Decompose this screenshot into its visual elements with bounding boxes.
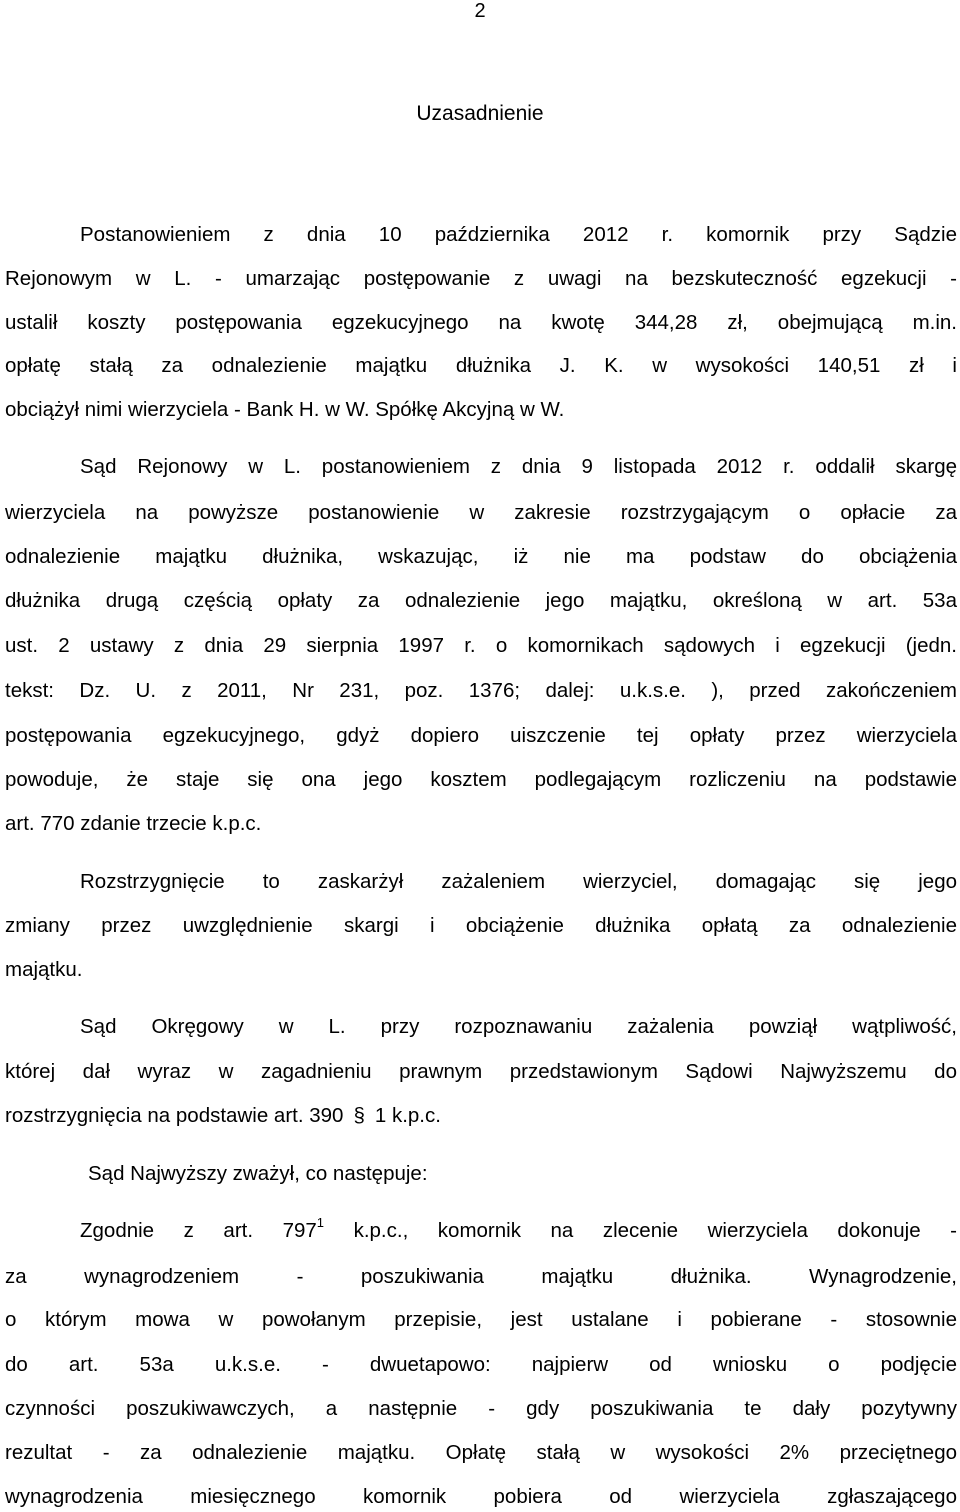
page-number: 2: [474, 0, 486, 22]
text-line: majątku.: [5, 958, 83, 981]
text-line: do art. 53a u.k.s.e. - dwuetapowo: najpierw od wniosku o podjęcie: [5, 1353, 957, 1376]
text-span: 1 k.p.c.: [374, 1104, 441, 1127]
text-line: art. 770 zdanie trzecie k.p.c.: [5, 812, 262, 835]
text-line: której dał wyraz w zagadnieniu prawnym przedstawionym Sądowi Najwyższemu do: [5, 1060, 957, 1083]
text-line: o którym mowa w powołanym przepisie, jest ustalane i pobierane - stosownie: [5, 1308, 957, 1331]
text-line: rezultat - za odnalezienie majątku. Opłatę stałą w wysokości 2% przeciętnego: [5, 1441, 957, 1464]
document-title: Uzasadnienie: [416, 102, 544, 125]
text-line: Sąd Rejonowy w L. postanowieniem z dnia 9 listopada 2012 r. oddalił skargę: [80, 455, 957, 478]
text-line: odnalezienie majątku dłużnika, wskazując, iż nie ma podstaw do obciążenia: [5, 545, 957, 568]
text-line: tekst: Dz. U. z 2011, Nr 231, poz. 1376; dalej: u.k.s.e. ), przed zakończeniem: [5, 679, 957, 702]
text-line: [80, 1215, 957, 1243]
superscript: 1: [316, 1215, 325, 1231]
text-line: opłatę stałą za odnalezienie majątku dłużnika J. K. w wysokości 140,51 zł i: [5, 354, 957, 377]
text-line: za wynagrodzeniem - poszukiwania majątku dłużnika. Wynagrodzenie,: [5, 1265, 957, 1288]
text-line: wierzyciela na powyższe postanowienie w zakresie rozstrzygającym o opłacie za: [5, 501, 957, 524]
text-line: [5, 1104, 957, 1128]
text-line: Postanowieniem z dnia 10 października 2012 r. komornik przy Sądzie: [80, 223, 957, 246]
text-line: postępowania egzekucyjnego, gdyż dopiero uiszczenie tej opłaty przez wierzyciela: [5, 724, 957, 747]
text-line: ust. 2 ustawy z dnia 29 sierpnia 1997 r. o komornikach sądowych i egzekucji (jedn.: [5, 634, 957, 657]
text-span: rozstrzygnięcia na podstawie art. 390: [5, 1104, 344, 1127]
text-line: ustalił koszty postępowania egzekucyjnego na kwotę 344,28 zł, obejmującą m.in.: [5, 311, 957, 334]
text-line: dłużnika drugą częścią opłaty za odnalezienie jego majątku, określoną w art. 53a: [5, 589, 957, 612]
text-line: Sąd Okręgowy w L. przy rozpoznawaniu zażalenia powziął wątpliwość,: [80, 1015, 957, 1038]
text-line: zmiany przez uwzględnienie skargi i obciążenie dłużnika opłatą za odnalezienie: [5, 914, 957, 937]
text-line: Rejonowym w L. - umarzając postępowanie z uwagi na bezskuteczność egzekucji -: [5, 267, 957, 290]
section-sign-icon: §: [353, 1104, 365, 1127]
section-heading: Sąd Najwyższy zważył, co następuje:: [88, 1162, 428, 1185]
text-line: czynności poszukiwawczych, a następnie - gdy poszukiwania te dały pozytywny: [5, 1397, 957, 1420]
text-span: k.p.c., komornik na zlecenie wierzyciela dokonuje -: [353, 1219, 957, 1242]
text-line: powoduje, że staje się ona jego kosztem podlegającym rozliczeniu na podstawie: [5, 768, 957, 791]
text-line: wynagrodzenia miesięcznego komornik pobiera od wierzyciela zgłaszającego: [5, 1485, 957, 1508]
text-line: obciążył nimi wierzyciela - Bank H. w W. Spółkę Akcyjną w W.: [5, 398, 565, 421]
text-line: Rozstrzygnięcie to zaskarżył zażaleniem wierzyciel, domagając się jego: [80, 870, 957, 893]
text-span: Zgodnie z art. 797: [80, 1219, 317, 1242]
